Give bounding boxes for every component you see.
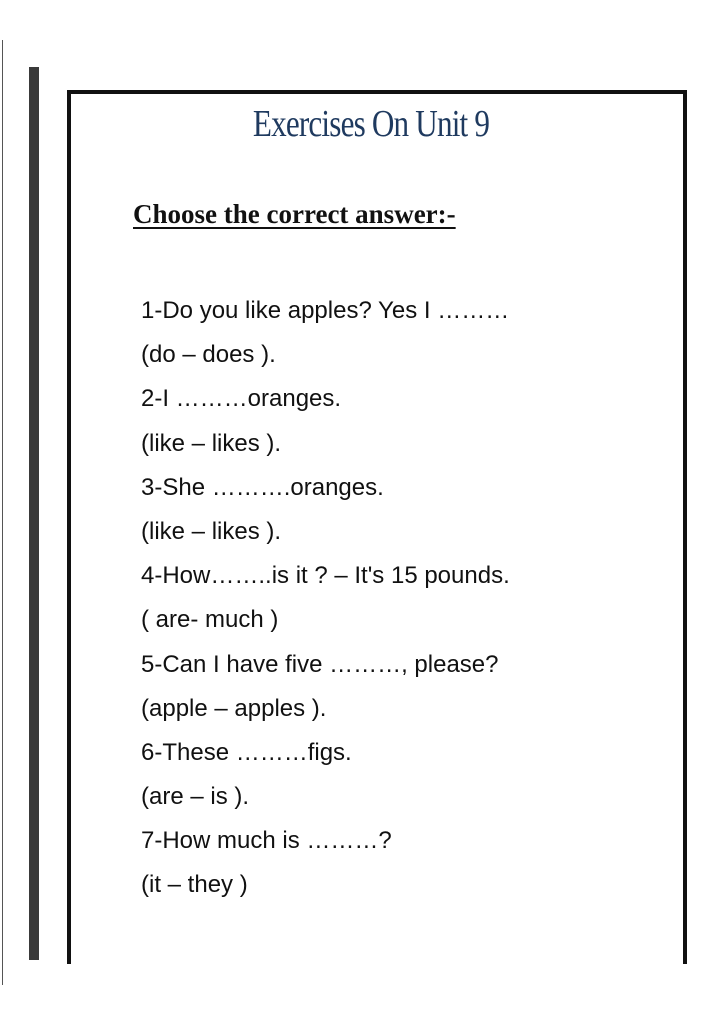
exercise-list [141,289,510,908]
choices-1: (do – does ). [141,341,276,369]
worksheet-title: Exercises On Unit 9 [252,103,490,145]
choices-3: (like – likes ). [141,517,282,545]
question-7: 7-How much is ………? [141,827,392,855]
choices-6: (are – is ). [141,783,250,811]
choices-5: (apple – apples ). [141,694,327,722]
question-5: 5-Can I have five ………, please? [141,650,499,678]
question-3: 3-She ……….oranges. [141,473,384,501]
question-6: 6-These ………figs. [141,738,352,766]
question-1: 1-Do you like apples? Yes I ……… [141,297,510,324]
choices-7: (it – they ) [141,871,248,899]
question-2: 2-I ………oranges. [141,385,342,413]
question-4: 4-How……..is it ? – It's 15 pounds. [141,562,510,590]
choices-4: ( are- much ) [141,606,279,634]
instruction-heading: Choose the correct answer:- [133,199,456,229]
scan-edge-line [2,40,3,985]
binding-bar [29,67,39,960]
choices-2: (like – likes ). [141,429,282,457]
